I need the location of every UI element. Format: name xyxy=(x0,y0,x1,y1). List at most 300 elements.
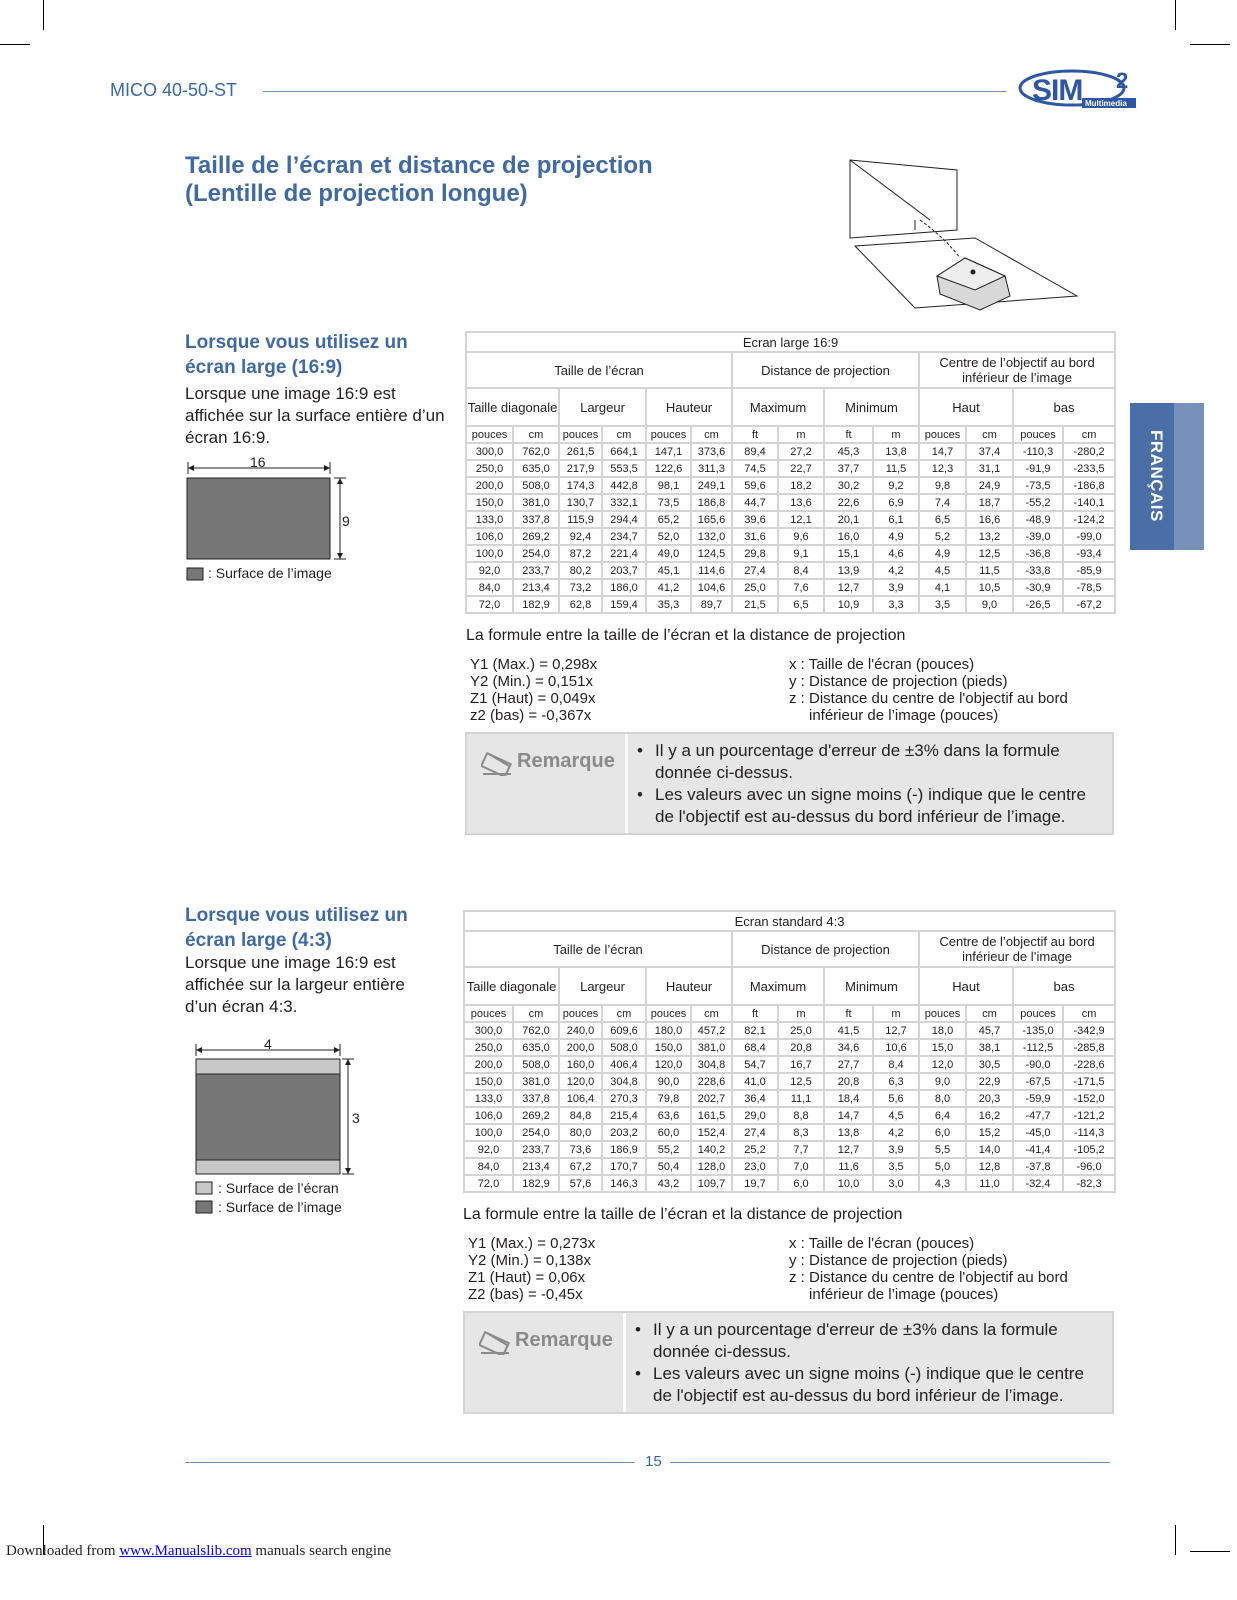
table-row xyxy=(464,1090,1115,1107)
table-cell: 6,4 xyxy=(919,1107,966,1124)
unit-cell: pouces xyxy=(559,1005,602,1022)
table-cell: 12,8 xyxy=(966,1158,1013,1175)
unit-cell: cm xyxy=(1063,426,1115,443)
table-cell: 762,0 xyxy=(513,443,559,460)
table-cell: -73,5 xyxy=(1013,477,1063,494)
table-cell: 9,2 xyxy=(873,477,919,494)
unit-cell: pouces xyxy=(1013,426,1063,443)
table-cell: 22,7 xyxy=(778,460,824,477)
table-cell: -82,3 xyxy=(1063,1175,1115,1192)
table-cell: 233,7 xyxy=(513,1141,559,1158)
manualslib-link[interactable]: www.Manualslib.com xyxy=(119,1543,252,1559)
table-cell: 114,6 xyxy=(691,562,732,579)
table-cell: 12,1 xyxy=(778,511,824,528)
variable-line: z : Distance du centre de l'objectif au bord xyxy=(789,1269,1068,1286)
section-title-line2: écran large (16:9) xyxy=(185,357,343,378)
table-cell: 18,2 xyxy=(778,477,824,494)
footer-rule-left xyxy=(185,1462,635,1463)
table-cell: 23,0 xyxy=(732,1158,778,1175)
description-line: Lorsque une image 16:9 est xyxy=(185,384,396,403)
table-cell: 16,2 xyxy=(966,1107,1013,1124)
table-cell: 37,4 xyxy=(966,443,1013,460)
unit-cell: cm xyxy=(691,426,732,443)
table-cell: 12,7 xyxy=(824,579,873,596)
variable-line: y : Distance de projection (pieds) xyxy=(789,1252,1008,1269)
sub-header: Hauteur xyxy=(646,388,732,426)
table-row xyxy=(464,1124,1115,1141)
section-title-16-9 xyxy=(185,330,455,380)
table-cell: 3,5 xyxy=(873,1158,919,1175)
table-cell: 84,0 xyxy=(464,1158,513,1175)
formula-left-block xyxy=(470,656,597,724)
table-cell: 5,0 xyxy=(919,1158,966,1175)
table-cell: -121,2 xyxy=(1063,1107,1115,1124)
table-cell: 29,8 xyxy=(732,545,778,562)
note-item: • Les valeurs avec un signe moins (-) indique que le centre de l'objectif est au-dessus du bord inférieur de l’image. xyxy=(635,1363,1105,1407)
table-cell: 213,4 xyxy=(513,579,559,596)
note-label: Remarque xyxy=(517,750,615,772)
table-cell: 3,9 xyxy=(873,579,919,596)
table-cell: 29,0 xyxy=(732,1107,778,1124)
unit-cell: m xyxy=(778,426,824,443)
table-cell: 221,4 xyxy=(602,545,646,562)
table-cell: -105,2 xyxy=(1063,1141,1115,1158)
table-cell: 31,6 xyxy=(732,528,778,545)
sub-header: Maximum xyxy=(732,388,824,426)
table-cell: 152,4 xyxy=(691,1124,732,1141)
table-cell: 11,0 xyxy=(966,1175,1013,1192)
table-cell: -110,3 xyxy=(1013,443,1063,460)
table-cell: 373,6 xyxy=(691,443,732,460)
table-cell: 508,0 xyxy=(602,1039,646,1056)
language-tab-edge xyxy=(1174,403,1204,550)
main-title xyxy=(185,152,653,208)
table-cell: 294,4 xyxy=(602,511,646,528)
legend-screen-surface: : Surface de l’écran xyxy=(218,1180,339,1196)
unit-cell: pouces xyxy=(1013,1005,1063,1022)
table-cell: 120,0 xyxy=(559,1073,602,1090)
table-cell: 115,9 xyxy=(559,511,602,528)
table-cell: 106,4 xyxy=(559,1090,602,1107)
table-cell: 8,0 xyxy=(919,1090,966,1107)
table-cell: 43,2 xyxy=(646,1175,691,1192)
table-16-9 xyxy=(465,331,1116,614)
sub-header: Taille diagonale xyxy=(466,388,559,426)
diagram-height-label: 9 xyxy=(342,513,350,529)
table-cell: 11,5 xyxy=(966,562,1013,579)
table-cell: -228,6 xyxy=(1063,1056,1115,1073)
table-cell: 89,7 xyxy=(691,596,732,613)
download-prefix: Downloaded from xyxy=(6,1543,120,1559)
table-cell: 20,8 xyxy=(778,1039,824,1056)
svg-text:SIM: SIM xyxy=(1032,74,1083,107)
table-cell: 54,7 xyxy=(732,1056,778,1073)
table-cell: 13,8 xyxy=(824,1124,873,1141)
main-title-line2: (Lentille de projection longue) xyxy=(185,180,528,207)
table-cell: 9,1 xyxy=(778,545,824,562)
table-cell: 80,2 xyxy=(559,562,602,579)
table-cell: 84,8 xyxy=(559,1107,602,1124)
sub-header: Largeur xyxy=(559,967,646,1005)
table-cell: -114,3 xyxy=(1063,1124,1115,1141)
table-cell: 15,2 xyxy=(966,1124,1013,1141)
table-row xyxy=(466,579,1115,596)
variable-line: inférieur de l’image (pouces) xyxy=(809,707,999,724)
download-suffix: manuals search engine xyxy=(251,1543,392,1559)
table-cell: 49,0 xyxy=(646,545,691,562)
note-item: • Les valeurs avec un signe moins (-) indique que le centre de l'objectif est au-dessus du bord inférieur de l’image. xyxy=(637,784,1107,828)
sub-header: Largeur xyxy=(559,388,646,426)
table-cell: 146,3 xyxy=(602,1175,646,1192)
table-cell: 90,0 xyxy=(646,1073,691,1090)
table-cell: 74,5 xyxy=(732,460,778,477)
crop-mark xyxy=(43,0,44,30)
table-cell: 11,1 xyxy=(778,1090,824,1107)
table-cell: 18,0 xyxy=(919,1022,966,1039)
table-cell: -55,2 xyxy=(1013,494,1063,511)
table-cell: 508,0 xyxy=(513,1056,559,1073)
table-cell: 4,5 xyxy=(873,1107,919,1124)
unit-cell: cm xyxy=(966,426,1013,443)
note-label: Remarque xyxy=(515,1329,613,1351)
formula-line: Y2 (Min.) = 0,138x xyxy=(468,1252,591,1269)
unit-cell: m xyxy=(778,1005,824,1022)
table-cell: 98,1 xyxy=(646,477,691,494)
unit-cell: cm xyxy=(513,1005,559,1022)
table-body xyxy=(466,443,1115,613)
table-cell: 12,7 xyxy=(873,1022,919,1039)
formula-title: La formule entre la taille de l’écran et la distance de projection xyxy=(466,627,906,644)
table-cell: 8,4 xyxy=(873,1056,919,1073)
table-row xyxy=(464,1039,1115,1056)
table-cell: 13,9 xyxy=(824,562,873,579)
section-title-line1: Lorsque vous utilisez un xyxy=(185,905,408,926)
unit-cell: cm xyxy=(602,426,646,443)
crop-mark xyxy=(1175,0,1176,30)
table-cell: 3,3 xyxy=(873,596,919,613)
table-cell: 62,8 xyxy=(559,596,602,613)
table-cell: 161,5 xyxy=(691,1107,732,1124)
header-rule xyxy=(263,91,1006,92)
table-cell: 92,0 xyxy=(466,562,513,579)
table-cell: 9,6 xyxy=(778,528,824,545)
table-cell: 250,0 xyxy=(464,1039,513,1056)
variable-line: y : Distance de projection (pieds) xyxy=(789,673,1008,690)
table-cell: 249,1 xyxy=(691,477,732,494)
note-label-panel xyxy=(465,1313,626,1412)
table-cell: 311,3 xyxy=(691,460,732,477)
table-cell: 30,2 xyxy=(824,477,873,494)
table-cell: 109,7 xyxy=(691,1175,732,1192)
sub-header: Haut xyxy=(919,388,1013,426)
sub-header: bas xyxy=(1013,967,1115,1005)
table-row xyxy=(466,596,1115,613)
table-cell: -96,0 xyxy=(1063,1158,1115,1175)
table-cell: 381,0 xyxy=(513,494,559,511)
sub-header: Minimum xyxy=(824,967,919,1005)
table-cell: 8,4 xyxy=(778,562,824,579)
table-cell: 16,0 xyxy=(824,528,873,545)
table-cell: -67,2 xyxy=(1063,596,1115,613)
table-cell: 45,7 xyxy=(966,1022,1013,1039)
table-cell: 34,6 xyxy=(824,1039,873,1056)
table-cell: 104,6 xyxy=(691,579,732,596)
table-cell: 150,0 xyxy=(466,494,513,511)
table-cell: 3,5 xyxy=(919,596,966,613)
legend-image-surface: : Surface de l’image xyxy=(208,565,332,581)
table-cell: 170,7 xyxy=(602,1158,646,1175)
table-cell: 92,0 xyxy=(464,1141,513,1158)
table-cell: 68,4 xyxy=(732,1039,778,1056)
section-title-line1: Lorsque vous utilisez un xyxy=(185,332,408,353)
group-header: Taille de l’écran xyxy=(466,352,732,388)
unit-cell: cm xyxy=(966,1005,1013,1022)
table-cell: -140,1 xyxy=(1063,494,1115,511)
unit-cell: pouces xyxy=(559,426,602,443)
table-cell: 63,6 xyxy=(646,1107,691,1124)
table-cell: 200,0 xyxy=(466,477,513,494)
table-cell: 106,0 xyxy=(464,1107,513,1124)
table-cell: -78,5 xyxy=(1063,579,1115,596)
table-cell: 9,8 xyxy=(919,477,966,494)
crop-mark xyxy=(0,44,30,45)
table-cell: 37,7 xyxy=(824,460,873,477)
formula-line: Y2 (Min.) = 0,151x xyxy=(470,673,593,690)
table-row xyxy=(464,1158,1115,1175)
variable-line: inférieur de l’image (pouces) xyxy=(809,1286,999,1303)
table-cell: 457,2 xyxy=(691,1022,732,1039)
table-cell: -41,4 xyxy=(1013,1141,1063,1158)
section-description-4-3 xyxy=(185,952,465,1018)
table-cell: 12,0 xyxy=(919,1056,966,1073)
table-cell: 147,1 xyxy=(646,443,691,460)
table-cell: 217,9 xyxy=(559,460,602,477)
table-cell: 100,0 xyxy=(464,1124,513,1141)
table-cell: 12,5 xyxy=(778,1073,824,1090)
table-cell: 41,2 xyxy=(646,579,691,596)
table-cell: 11,6 xyxy=(824,1158,873,1175)
table-cell: 186,8 xyxy=(691,494,732,511)
table-cell: 100,0 xyxy=(466,545,513,562)
table-cell: 120,0 xyxy=(646,1056,691,1073)
table-cell: 269,2 xyxy=(513,1107,559,1124)
table-cell: 10,0 xyxy=(824,1175,873,1192)
table-cell: 14,7 xyxy=(824,1107,873,1124)
table-cell: 12,3 xyxy=(919,460,966,477)
description-line: affichée sur la surface entière d’un xyxy=(185,406,445,425)
projection-illustration xyxy=(845,158,1085,318)
table-cell: 15,1 xyxy=(824,545,873,562)
table-cell: 25,2 xyxy=(732,1141,778,1158)
table-cell: 304,8 xyxy=(691,1056,732,1073)
table-cell: 130,7 xyxy=(559,494,602,511)
table-cell: 3,9 xyxy=(873,1141,919,1158)
variable-line: z : Distance du centre de l'objectif au bord xyxy=(789,690,1068,707)
table-cell: 73,5 xyxy=(646,494,691,511)
table-row xyxy=(466,545,1115,562)
note-item: • Il y a un pourcentage d'erreur de ±3% dans la formule donnée ci-dessus. xyxy=(635,1319,1105,1363)
page-number: 15 xyxy=(645,1453,662,1470)
sim2-logo xyxy=(1018,64,1138,108)
table-cell: 128,0 xyxy=(691,1158,732,1175)
formula-left-block xyxy=(468,1235,595,1303)
table-cell: 41,0 xyxy=(732,1073,778,1090)
unit-cell: cm xyxy=(602,1005,646,1022)
table-cell: 18,4 xyxy=(824,1090,873,1107)
diagram-height-label: 3 xyxy=(352,1110,360,1126)
table-4-3 xyxy=(463,910,1116,1193)
table-caption: Ecran large 16:9 xyxy=(466,332,1115,352)
table-cell: 233,7 xyxy=(513,562,559,579)
units-row xyxy=(466,426,1115,443)
table-cell: 250,0 xyxy=(466,460,513,477)
table-row xyxy=(464,1073,1115,1090)
table-cell: -37,8 xyxy=(1013,1158,1063,1175)
pencil-icon xyxy=(481,750,513,776)
table-cell: 664,1 xyxy=(602,443,646,460)
table-cell: 50,4 xyxy=(646,1158,691,1175)
table-cell: 553,5 xyxy=(602,460,646,477)
table-cell: 124,5 xyxy=(691,545,732,562)
table-cell: 80,0 xyxy=(559,1124,602,1141)
table-cell: 22,6 xyxy=(824,494,873,511)
table-cell: -26,5 xyxy=(1013,596,1063,613)
table-cell: 27,2 xyxy=(778,443,824,460)
description-line: affichée sur la largeur entière xyxy=(185,975,405,994)
table-cell: 72,0 xyxy=(466,596,513,613)
table-cell: 228,6 xyxy=(691,1073,732,1090)
table-cell: 27,7 xyxy=(824,1056,873,1073)
unit-cell: pouces xyxy=(919,1005,966,1022)
main-title-line1: Taille de l’écran et distance de projection xyxy=(185,152,653,179)
sub-header: Taille diagonale xyxy=(464,967,559,1005)
table-cell: 4,9 xyxy=(919,545,966,562)
footer-rule-right xyxy=(670,1462,1110,1463)
table-cell: 133,0 xyxy=(466,511,513,528)
unit-cell: ft xyxy=(732,1005,778,1022)
table-cell: 7,6 xyxy=(778,579,824,596)
table-cell: 132,0 xyxy=(691,528,732,545)
table-cell: 87,2 xyxy=(559,545,602,562)
table-cell: 6,1 xyxy=(873,511,919,528)
table-cell: 150,0 xyxy=(646,1039,691,1056)
table-cell: 13,2 xyxy=(966,528,1013,545)
table-cell: 11,5 xyxy=(873,460,919,477)
diagram-width-label: 4 xyxy=(264,1036,272,1052)
table-cell: 9,0 xyxy=(919,1073,966,1090)
table-cell: 337,8 xyxy=(513,1090,559,1107)
table-row xyxy=(466,562,1115,579)
table-cell: 45,3 xyxy=(824,443,873,460)
unit-cell: pouces xyxy=(466,426,513,443)
table-cell: 35,3 xyxy=(646,596,691,613)
table-cell: 203,2 xyxy=(602,1124,646,1141)
diagram-width-label: 16 xyxy=(250,454,266,470)
note-label-panel xyxy=(467,734,628,833)
table-row xyxy=(466,511,1115,528)
table-cell: 12,7 xyxy=(824,1141,873,1158)
unit-cell: pouces xyxy=(464,1005,513,1022)
table-cell: 180,0 xyxy=(646,1022,691,1039)
group-header: Taille de l’écran xyxy=(464,931,732,967)
table-cell: 31,1 xyxy=(966,460,1013,477)
unit-cell: m xyxy=(873,1005,919,1022)
table-cell: 52,0 xyxy=(646,528,691,545)
table-cell: 57,6 xyxy=(559,1175,602,1192)
table-cell: 27,4 xyxy=(732,1124,778,1141)
table-cell: 300,0 xyxy=(466,443,513,460)
variable-line: x : Taille de l'écran (pouces) xyxy=(789,1235,975,1252)
table-cell: 10,6 xyxy=(873,1039,919,1056)
unit-cell: ft xyxy=(824,426,873,443)
formula-line: Z1 (Haut) = 0,06x xyxy=(468,1269,586,1286)
table-cell: 5,2 xyxy=(919,528,966,545)
table-cell: 19,7 xyxy=(732,1175,778,1192)
table-cell: -59,9 xyxy=(1013,1090,1063,1107)
table-cell: 6,9 xyxy=(873,494,919,511)
document-title: MICO 40-50-ST xyxy=(110,80,238,100)
table-cell: 202,7 xyxy=(691,1090,732,1107)
table-cell: 234,7 xyxy=(602,528,646,545)
table-cell: 7,4 xyxy=(919,494,966,511)
table-cell: 45,1 xyxy=(646,562,691,579)
table-cell: -135,0 xyxy=(1013,1022,1063,1039)
table-cell: 89,4 xyxy=(732,443,778,460)
table-cell: 254,0 xyxy=(513,545,559,562)
formula-line: z2 (bas) = -0,367x xyxy=(470,707,592,724)
table-cell: 20,1 xyxy=(824,511,873,528)
description-line: Lorsque une image 16:9 est xyxy=(185,953,396,972)
group-header: Distance de projection xyxy=(732,931,919,967)
table-cell: 6,0 xyxy=(778,1175,824,1192)
table-cell: 270,3 xyxy=(602,1090,646,1107)
table-cell: 762,0 xyxy=(513,1022,559,1039)
table-cell: 381,0 xyxy=(691,1039,732,1056)
table-cell: 5,5 xyxy=(919,1141,966,1158)
table-cell: 10,9 xyxy=(824,596,873,613)
table-cell: 240,0 xyxy=(559,1022,602,1039)
section-description-16-9 xyxy=(185,383,465,449)
table-cell: 21,5 xyxy=(732,596,778,613)
table-cell: 84,0 xyxy=(466,579,513,596)
formula-right-block xyxy=(789,656,1068,724)
formula-title: La formule entre la taille de l’écran et la distance de projection xyxy=(463,1206,903,1223)
table-caption: Ecran standard 4:3 xyxy=(464,911,1115,931)
table-cell: 174,3 xyxy=(559,477,602,494)
table-cell: 4,5 xyxy=(919,562,966,579)
table-cell: -45,0 xyxy=(1013,1124,1063,1141)
svg-text:2: 2 xyxy=(1116,68,1129,93)
table-cell: 442,8 xyxy=(602,477,646,494)
table-cell: -99,0 xyxy=(1063,528,1115,545)
table-cell: 254,0 xyxy=(513,1124,559,1141)
table-cell: -67,5 xyxy=(1013,1073,1063,1090)
table-cell: 55,2 xyxy=(646,1141,691,1158)
unit-cell: m xyxy=(873,426,919,443)
table-cell: 3,0 xyxy=(873,1175,919,1192)
table-row xyxy=(464,1107,1115,1124)
table-cell: 92,4 xyxy=(559,528,602,545)
unit-cell: pouces xyxy=(646,1005,691,1022)
table-cell: -186,8 xyxy=(1063,477,1115,494)
table-cell: -32,4 xyxy=(1013,1175,1063,1192)
table-cell: 13,8 xyxy=(873,443,919,460)
table-cell: 36,4 xyxy=(732,1090,778,1107)
svg-text:Multimedia: Multimedia xyxy=(1085,99,1127,108)
table-cell: -91,9 xyxy=(1013,460,1063,477)
unit-cell: cm xyxy=(513,426,559,443)
unit-cell: cm xyxy=(1063,1005,1115,1022)
